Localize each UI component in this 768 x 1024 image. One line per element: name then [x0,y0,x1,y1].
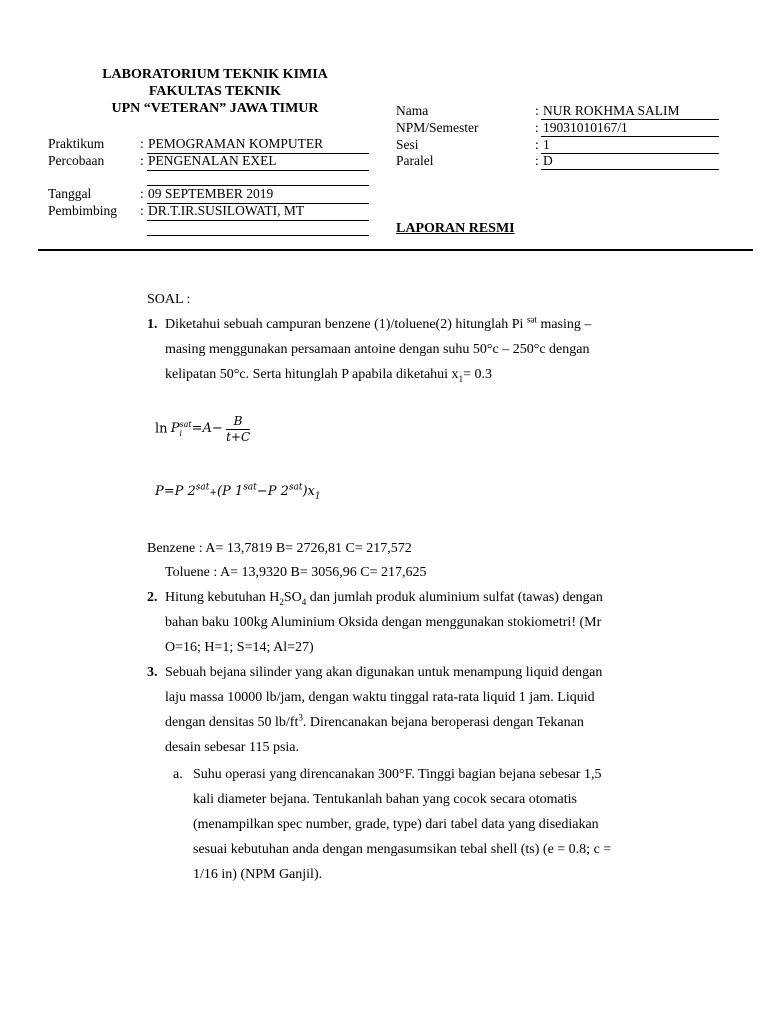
question-number: 1. [147,317,158,332]
question-2-line: O=16; H=1; S=14; Al=27) [165,640,314,655]
field-label-sesi: Sesi [396,137,419,152]
field-colon: : [140,153,144,168]
fraction [226,414,250,445]
field-label-tanggal: Tanggal [48,186,92,201]
text: P=P 2 [155,484,196,499]
question-1-line: masing menggunakan persamaan antoine dengan suhu 50°c – 250°c dengan [165,342,590,357]
numerator: B [226,414,250,430]
header-divider [38,249,753,251]
subscript: 1 [458,373,464,384]
underline [541,169,719,170]
field-value-praktikum: PEMOGRAMAN KOMPUTER [148,136,324,151]
field-label-npm: NPM/Semester [396,120,479,135]
question-3-line: Sebuah bejana silinder yang akan digunakan untuk menampung liquid dengan [165,665,603,680]
underline [147,220,369,221]
underline [147,235,369,236]
field-value-nama: NUR ROKHMA SALIM [543,103,680,118]
university-title: UPN “VETERAN” JAWA TIMUR [111,101,319,116]
field-value-pembimbing: DR.T.IR.SUSILOWATI, MT [148,203,305,218]
field-label-percobaan: Percobaan [48,153,105,168]
text: kelipatan 50°c. Serta hitunglah P apabila diketahui x [165,367,459,382]
text: (P 1 [216,484,244,499]
question-2-line [165,585,603,610]
question-3-line: laju massa 10000 lb/jam, dengan waktu tinggal rata-rata liquid 1 jam. Liquid [165,690,595,705]
report-title: LAPORAN RESMI [396,221,515,236]
soal-label: SOAL : [147,292,191,307]
text: SO [283,590,302,605]
field-label-paralel: Paralel [396,153,434,168]
sub-question-a-line: Suhu operasi yang direncanakan 300°F. Tinggi bagian bejana sebesar 1,5 [193,767,602,782]
field-colon: : [140,203,144,218]
superscript: sat [195,482,210,493]
text: P [170,421,180,437]
superscript: sat [179,419,192,429]
text: + [209,488,217,498]
subscript: 1 [314,491,321,502]
field-value-sesi: 1 [543,137,550,152]
text: Hitung kebutuhan H [165,590,280,605]
field-label-pembimbing: Pembimbing [48,203,118,218]
field-value-paralel: D [543,153,553,168]
question-3-line [165,710,584,735]
text: )x [302,484,315,499]
field-colon: : [535,120,539,135]
ln-symbol: ln [155,421,168,437]
subscript: 4 [301,596,307,607]
question-1-line [165,312,591,337]
underline [147,170,369,171]
superscript: sat [243,482,257,493]
math-term [171,421,223,436]
question-2-line: bahan baku 100kg Aluminium Oksida dengan menggunakan stokiometri! (Mr [165,615,602,630]
benzene-constants: Benzene : A= 13,7819 B= 2726,81 C= 217,572 [147,541,412,556]
superscript: sat [288,482,303,493]
question-3-line: desain sebesar 115 psia. [165,740,299,755]
denominator: t+C [226,430,251,444]
sub-question-a-line: (menampilkan spec number, grade, type) dari tabel data yang disediakan [193,817,599,832]
underline [541,153,719,154]
underline [541,136,719,137]
text: =A− [191,421,223,437]
question-number: 2. [147,590,158,605]
superscript: 3 [298,712,303,723]
text: dan jumlah produk aluminium sulfat (tawas) dengan [306,590,603,605]
field-colon: : [535,137,539,152]
sub-question-label: a. [173,767,183,782]
field-colon: : [535,153,539,168]
field-label-nama: Nama [396,103,429,118]
text: masing – [540,317,592,332]
field-value-npm: 19031010167/1 [543,120,628,135]
sub-question-a-line: sesuai kebutuhan anda dengan mengasumsikan tebal shell (ts) (e = 0.8; c = [193,842,612,857]
field-label-praktikum: Praktikum [48,136,105,151]
text: −P 2 [256,484,289,499]
pressure-equation [155,482,321,502]
field-colon: : [140,136,144,151]
superscript: sat [526,314,537,325]
faculty-title: FAKULTAS TEKNIK [148,84,282,99]
field-colon: : [535,103,539,118]
lab-title: LABORATORIUM TEKNIK KIMIA [102,67,328,82]
text: = 0.3 [463,367,492,382]
question-number: 3. [147,665,158,680]
antoine-equation [155,414,250,445]
text: Diketahui sebuah campuran benzene (1)/toluene(2) hitunglah Pi [165,317,524,332]
subscript: 2 [279,596,284,607]
sub-question-a-line: kali diameter bejana. Tentukanlah bahan yang cocok secara otomatis [193,792,577,807]
field-value-tanggal: 09 SEPTEMBER 2019 [148,186,274,201]
subscript: i [179,428,183,438]
text: . Direncanakan bejana beroperasi dengan Tekanan [302,715,584,730]
field-colon: : [140,186,144,201]
question-1-line [165,362,492,387]
text: dengan densitas 50 lb/ft [165,715,299,730]
sub-question-a-line: 1/16 in) (NPM Ganjil). [193,867,323,882]
field-value-percobaan: PENGENALAN EXEL [148,153,277,168]
toluene-constants: Toluene : A= 13,9320 B= 3056,96 C= 217,625 [165,565,427,580]
